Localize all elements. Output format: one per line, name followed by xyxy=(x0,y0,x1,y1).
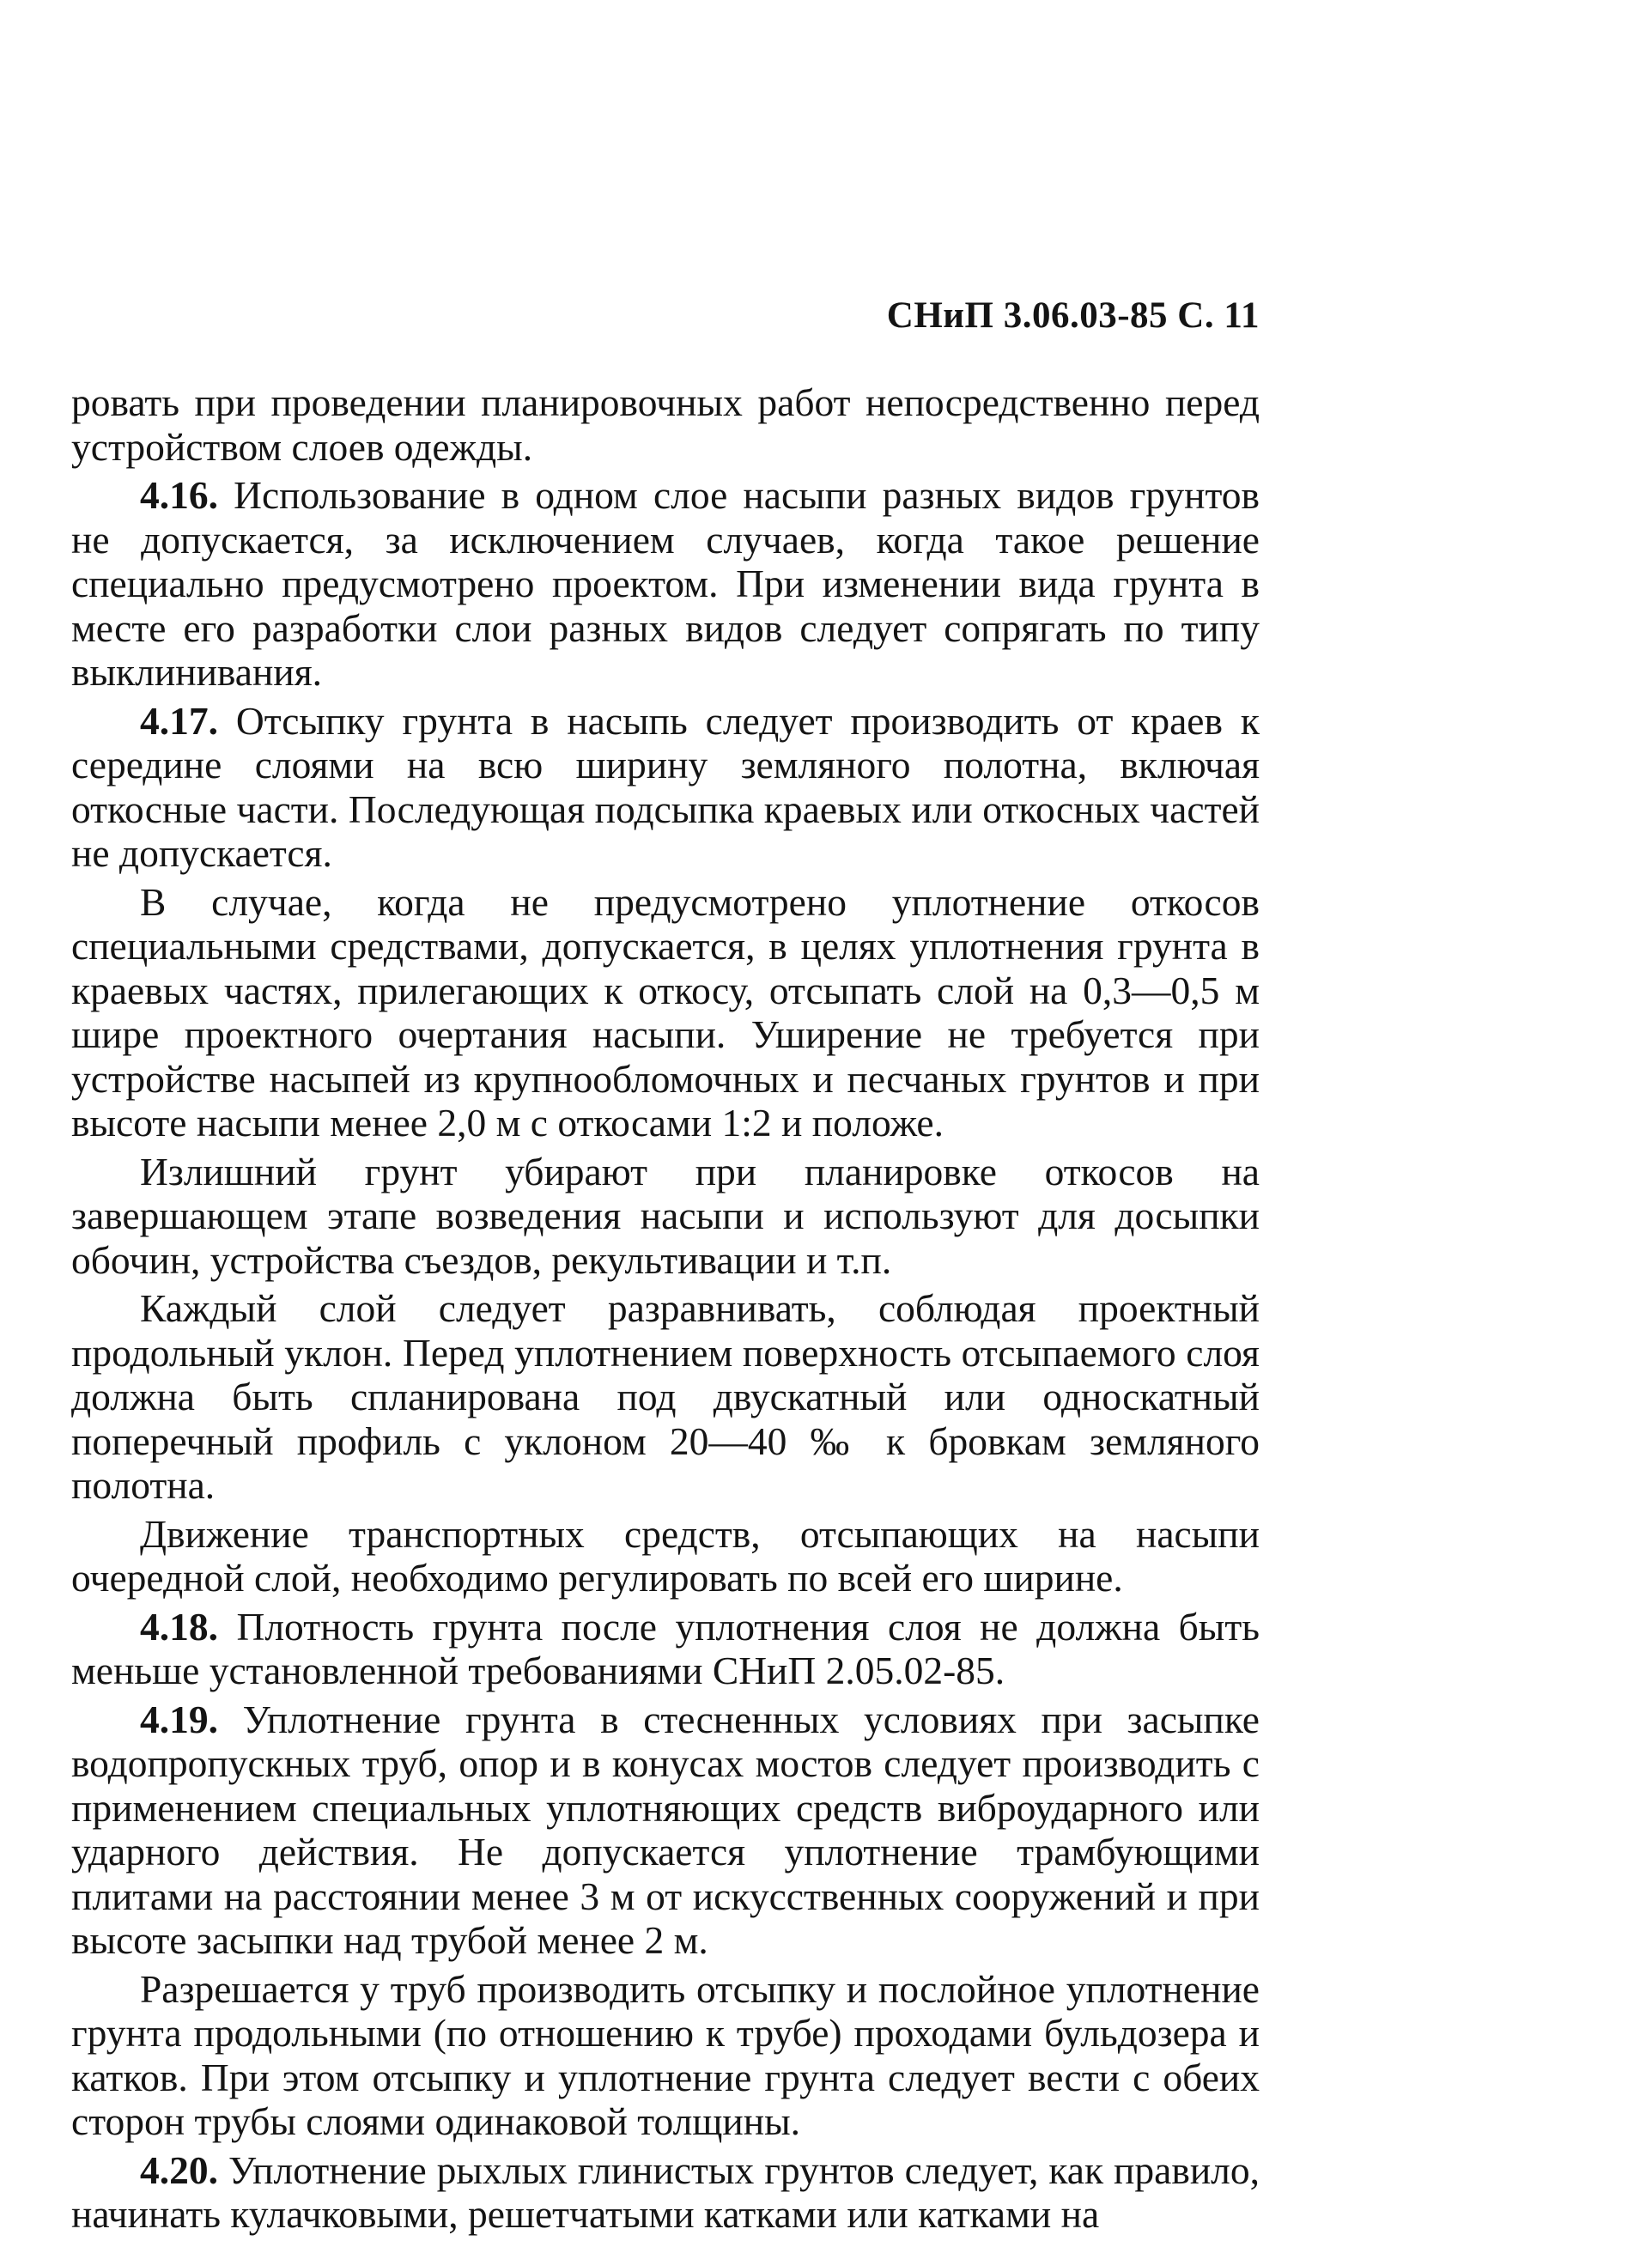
running-header: СНиП 3.06.03-85 С. 11 xyxy=(886,295,1260,336)
paragraph xyxy=(71,1512,1260,1600)
paragraph-text: Использование в одном слое насыпи разных видов грунтов не допускается, за исключением случаев, когда такое решение специально предусмотрено проектом. При изменении вида грунта в месте его разработки слои разных видов следует сопрягать по типу выклинивания. xyxy=(71,473,1260,694)
paragraph xyxy=(71,1967,1260,2144)
paragraph xyxy=(71,1150,1260,1283)
clause-number: 4.20. xyxy=(140,2147,218,2192)
clause-4-18 xyxy=(71,1605,1260,1693)
clause-number: 4.18. xyxy=(140,1604,218,1649)
paragraph-text: Плотность грунта после уплотнения слоя не должна быть меньше установленной требованиями СНиП 2.05.02-85. xyxy=(71,1604,1260,1692)
clause-number: 4.17. xyxy=(140,698,218,743)
paragraph xyxy=(71,880,1260,1145)
clause-4-16 xyxy=(71,473,1260,695)
clause-4-17 xyxy=(71,699,1260,876)
clause-number: 4.19. xyxy=(140,1697,218,1741)
paragraph-text: ровать при проведении планировочных работ непосредственно перед устройством слоев одежды. xyxy=(71,380,1260,469)
clause-4-19 xyxy=(71,1697,1260,1963)
paragraph xyxy=(71,1286,1260,1508)
clause-4-20 xyxy=(71,2148,1260,2237)
paragraph-text: Уплотнение рыхлых глинистых грунтов следует, как правило, начинать кулачковыми, решетчатыми катками или катками на xyxy=(71,2147,1260,2236)
paragraph-text: Разрешается у труб производить отсыпку и послойное уплотнение грунта продольными (по отношению к трубе) проходами бульдозера и катков. При этом отсыпку и уплотнение грунта следует вести с обеих сторон трубы слоями одинаковой толщины. xyxy=(71,1966,1260,2143)
paragraph-text: Уплотнение грунта в стесненных условиях при засыпке водопропускных труб, опор и в конусах мостов следует производить с применением специальных уплотняющих средств виброударного или ударного действия. Не допускается уплотнение трамбующими плитами на расстоянии менее 3 м от искусственных сооружений и при высоте засыпки над трубой менее 2 м. xyxy=(71,1697,1260,1962)
paragraph-text: Каждый слой следует разравнивать, соблюдая проектный продольный уклон. Перед уплотнением поверхность отсыпаемого слоя должна быть спланирована под двускатный или односкатный поперечный профиль с уклоном 20—40 ‰ к бровкам земляного полотна. xyxy=(71,1286,1260,1507)
paragraph-continuation xyxy=(71,380,1260,469)
paragraph-text: В случае, когда не предусмотрено уплотнение откосов специальными средствами, допускается, в целях уплотнения грунта в краевых частях, прилегающих к откосу, отсыпать слой на 0,3—0,5 м шире проектного очертания насыпи. Уширение не требуется при устройстве насыпей из крупнообломочных и песчаных грунтов и при высоте насыпи менее 2,0 м с откосами 1:2 и положе. xyxy=(71,879,1260,1145)
clause-number: 4.16. xyxy=(140,473,218,517)
paragraph-text: Отсыпку грунта в насыпь следует производить от краев к середине слоями на всю ширину земляного полотна, включая откосные части. Последующая подсыпка краевых или откосных частей не допускается. xyxy=(71,698,1260,875)
body-text xyxy=(71,380,1260,2241)
paragraph-text: Излишний грунт убирают при планировке откосов на завершающем этапе возведения насыпи и используют для досыпки обочин, устройства съездов, рекультивации и т.п. xyxy=(71,1149,1260,1282)
paragraph-text: Движение транспортных средств, отсыпающих на насыпи очередной слой, необходимо регулировать по всей его ширине. xyxy=(71,1511,1260,1600)
